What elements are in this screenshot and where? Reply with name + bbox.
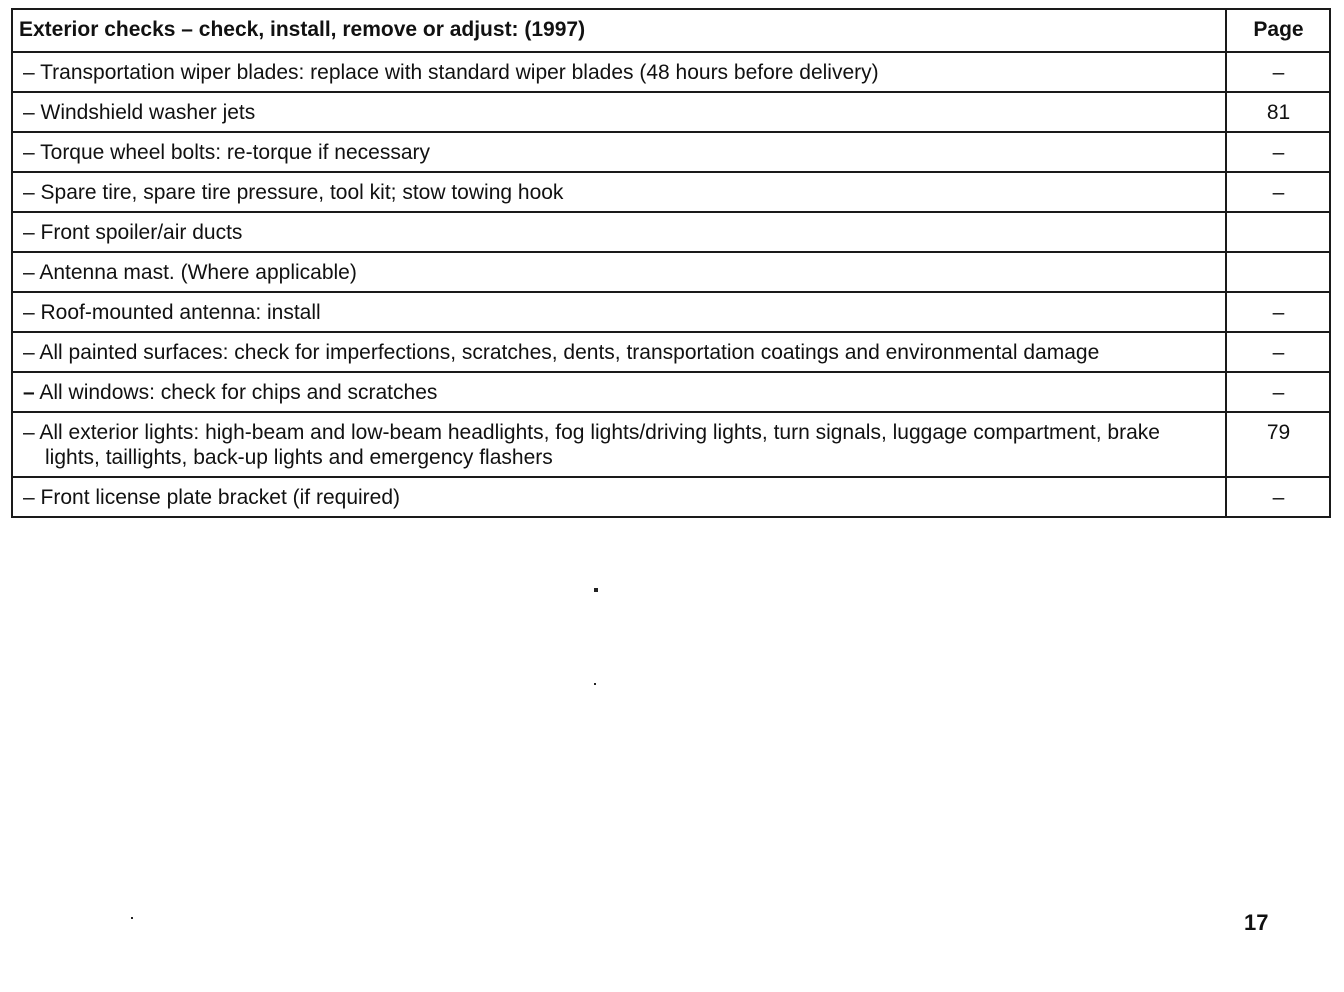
table-row: [12, 212, 1330, 252]
table-row: [12, 477, 1330, 517]
task-item: – All painted surfaces: check for imperfections, scratches, dents, transportation coatings and environmental damage: [23, 341, 1100, 364]
table-header-row: [12, 9, 1330, 52]
scan-speck: [131, 917, 133, 919]
task-item: – Antenna mast. (Where applicable): [23, 261, 357, 284]
page-ref: –: [1226, 52, 1330, 92]
page-ref: –: [1226, 332, 1330, 372]
page-ref: –: [1226, 172, 1330, 212]
task-item: – Windshield washer jets: [23, 101, 256, 124]
task-column-header: Exterior checks – check, install, remove or adjust: (1997): [12, 9, 1226, 52]
task-item: – All windows: check for chips and scratches: [23, 381, 438, 404]
page-ref: –: [1226, 372, 1330, 412]
page-number: 17: [1244, 910, 1269, 935]
page-column-header: Page: [1226, 9, 1330, 52]
table-row: [12, 92, 1330, 132]
exterior-checks-table: [11, 8, 1331, 518]
table-row: [12, 412, 1330, 477]
task-item: – Front license plate bracket (if required): [23, 486, 401, 509]
task-item: – Torque wheel bolts: re-torque if necessary: [23, 141, 430, 164]
table-row: [12, 252, 1330, 292]
table-row: [12, 292, 1330, 332]
table-row: [12, 332, 1330, 372]
page-ref: –: [1226, 292, 1330, 332]
task-item: – Transportation wiper blades: replace with standard wiper blades (48 hours before delivery): [23, 61, 879, 84]
page-ref: [1226, 252, 1330, 292]
scan-speck: [594, 588, 598, 592]
page-ref: –: [1226, 132, 1330, 172]
table-row: [12, 372, 1330, 412]
page-ref: 81: [1226, 92, 1330, 132]
table-row: [12, 172, 1330, 212]
page-ref: –: [1226, 477, 1330, 517]
table-row: [12, 132, 1330, 172]
scan-speck: [594, 683, 596, 685]
page-ref: [1226, 212, 1330, 252]
table-row: [12, 52, 1330, 92]
page-ref: 79: [1226, 412, 1330, 477]
task-item: – All exterior lights: high-beam and low-beam headlights, fog lights/driving lights, turn signals, luggage compartment, brake lights, taillights, back-up lights and emergency flashers: [23, 421, 1160, 469]
task-item: – Spare tire, spare tire pressure, tool kit; stow towing hook: [23, 181, 564, 204]
task-item: – Roof-mounted antenna: install: [23, 301, 321, 324]
task-item: – Front spoiler/air ducts: [23, 221, 243, 244]
